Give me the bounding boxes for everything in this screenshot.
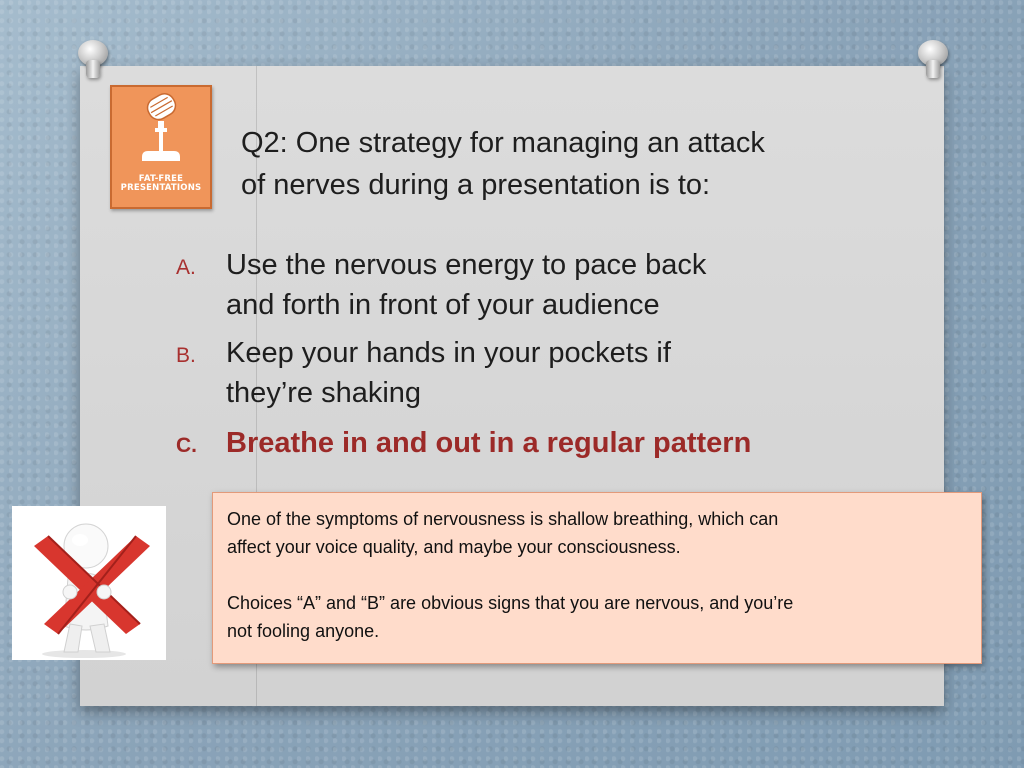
option-c-line-1: Breathe in and out in a regular pattern xyxy=(226,427,752,459)
logo-line-2: PRESENTATIONS xyxy=(120,183,202,193)
option-b-line-2: they’re shaking xyxy=(226,377,422,409)
pushpin-icon xyxy=(72,40,116,84)
note-paragraph-2 xyxy=(227,589,967,645)
answer-options xyxy=(176,245,876,463)
fat-free-presentations-logo xyxy=(110,85,212,209)
option-a-line-1: Use the nervous energy to pace back xyxy=(226,249,707,281)
red-x-figure-icon xyxy=(12,506,166,660)
explanation-note xyxy=(212,492,982,664)
option-b-letter: B. xyxy=(176,344,196,367)
logo-text xyxy=(112,175,210,193)
option-a xyxy=(176,245,876,333)
logo-line-1: FAT-FREE xyxy=(138,174,184,184)
option-b-line-1: Keep your hands in your pockets if xyxy=(226,337,671,369)
option-a-letter: A. xyxy=(176,256,196,279)
note-p1-line-1: One of the symptoms of nervousness is shallow breathing, which can xyxy=(227,509,779,529)
question-line-1: Q2: One strategy for managing an attack xyxy=(241,127,765,159)
option-b xyxy=(176,333,876,423)
note-paragraph-1 xyxy=(227,505,967,561)
option-a-line-2: and forth in front of your audience xyxy=(226,289,660,321)
pushpin-icon xyxy=(912,40,956,84)
note-p2-line-1: Choices “A” and “B” are obvious signs that you are nervous, and you’re xyxy=(227,593,794,613)
note-p1-line-2: affect your voice quality, and maybe your consciousness. xyxy=(227,537,681,557)
question-title xyxy=(241,122,901,206)
option-c-letter: C. xyxy=(176,434,197,457)
question-line-2: of nerves during a presentation is to: xyxy=(241,169,711,201)
option-c-correct xyxy=(176,423,876,463)
note-p2-line-2: not fooling anyone. xyxy=(227,621,380,641)
